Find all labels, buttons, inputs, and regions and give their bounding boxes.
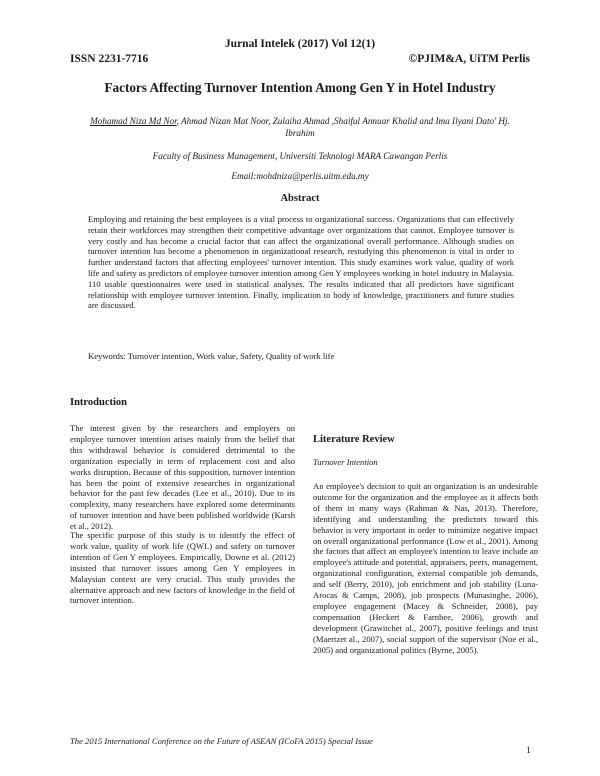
turnover-intention-subheading: Turnover Intention xyxy=(313,457,378,467)
page-number: 1 xyxy=(526,746,531,756)
literature-review-paragraph: An employee's decision to quit an organization is an undesirable outcome for the organization and the employee as it affects both of them in many ways (Rahman & Nas, 2013). Therefore, identifying and understanding the predictors toward this behavior is very important in order to minimize negative impact on overall organizational performance (Low et al., 2001). Among the factors that affect an employee's intention to leave include an employee's attitude and potential, appraisers, peers, management, organizational configuration, external compatible job demands, and self (Berry, 2010), job enrichment and job stability (Luna-Arocas & Camps, 2008), job prospects (Munasinghe, 2006), employee engagement (Macey & Schneider, 2008), pay compensation (Heckert & Farnbee, 2006), growth and development (Grawitchet al., 2007), positive feelings and trust (Maertzet al., 2007), social support of the supervisor (Noe et al., 2005) and organizational politics (Byrne, 2005). xyxy=(313,481,538,655)
copyright: ©PJIM&A, UiTM Perlis xyxy=(408,53,530,65)
journal-header: Jurnal Intelek (2017) Vol 12(1) xyxy=(224,38,376,50)
conference-footer: The 2015 International Conference on the Future of ASEAN (ICoFA 2015) Special Issue xyxy=(70,736,373,746)
author-email: Email:mohdniza@perlis.uitm.edu.my xyxy=(231,171,369,181)
other-authors: , Ahmad Nizan Mat Noor, Zulaiha Ahmad ,Shaiful Annuar Khalid and Ima Ilyani Dato' Hj. Ibrahim xyxy=(176,116,510,138)
introduction-paragraph-2: The specific purpose of this study is to identify the effect of work value, quality of work life (QWL) and safety on turnover intention of Gen Y employees. Empirically, Downe et al. (2012) insisted that turnover issues among Gen Y employees in Malaysian context are very crucial. This study provides the alternative approach and new factors of knowledge in the field of turnover intention. xyxy=(70,530,295,606)
introduction-paragraph-1: The interest given by the researchers and employers on employee turnover intention arises mainly from the belief that this withdrawal behavior is considered detrimental to the organization especially in term of replacement cost and also works disruption. Because of this supposition, turnover intention has been the point of extensive researches in organizational behavior for the past few decades (Lee et al., 2010). Due to its complexity, many researchers have explored some determinants of turnover intention and have been published worldwide (Karsh et al., 2012). xyxy=(70,423,295,532)
issn: ISSN 2231-7716 xyxy=(70,53,149,65)
abstract-text: Employing and retaining the best employees is a vital process to organizational success. Organizations that can effectively retain their workforces may strengthen their competitive advantage over organizations that cannot. Employee turnover is very costly and has become a crucial factor that can affect the organizational overall performance. Although studies on turnover intention has become a phenomenon in organizational research, restudying this phenomenon is vital in order to further understand factors that affecting employees' turnover intention. This study examines work value, quality of work life and safety as predictors of employee turnover intention among Gen Y employees working in hotel industry in Malaysia. 110 usable questionnaires were used in statistical analyses. The results indicated that all predictors have significant relationship with employee turnover intention. Finally, implication to body of knowledge, practitioners and future studies are discussed. xyxy=(88,214,514,311)
paper-title: Factors Affecting Turnover Intention Among Gen Y in Hotel Industry xyxy=(104,80,496,95)
abstract-heading: Abstract xyxy=(280,193,320,204)
affiliation: Faculty of Business Management, Universiti Teknologi MARA Cawangan Perlis xyxy=(152,151,448,161)
literature-review-heading: Literature Review xyxy=(313,434,395,445)
introduction-heading: Introduction xyxy=(70,397,127,408)
authors xyxy=(88,115,512,139)
first-author: Mohamad Niza Md Nor xyxy=(90,116,177,126)
keywords: Keywords: Turnover intention, Work value, Safety, Quality of work life xyxy=(88,351,335,361)
